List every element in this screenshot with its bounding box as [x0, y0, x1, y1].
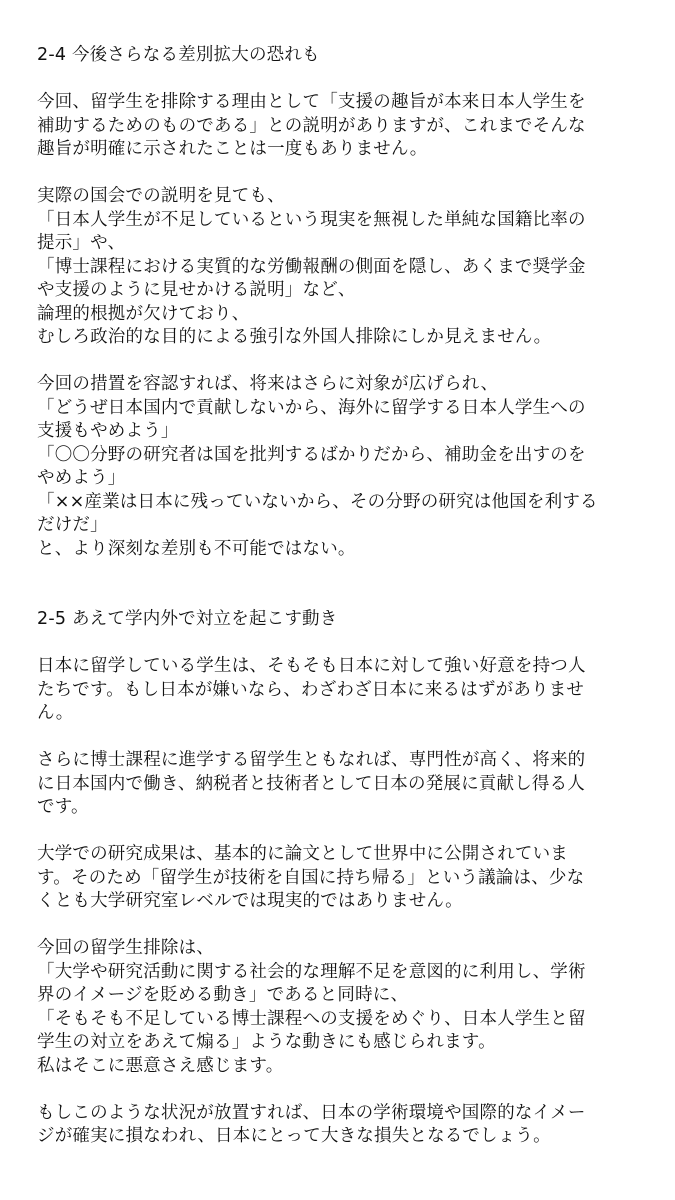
text-line: 「日本人学生が不足しているという現実を無視した単純な国籍比率の — [37, 209, 586, 230]
text-line: 今回、留学生を排除する理由として「支援の趣旨が本来日本人学生を — [37, 92, 586, 112]
text-line: 今回の措置を容認すれば、将来はさらに対象が広げられ、 — [37, 374, 499, 394]
paragraph — [37, 843, 657, 914]
text-line: 実際の国会での説明を見ても、 — [37, 186, 285, 206]
text-line: だけだ」 — [37, 515, 108, 535]
text-line: 補助するためのものである」との説明がありますが、これまでそんな — [37, 115, 586, 136]
text-line: 「そもそも不足している博士課程への支援をめぐり、日本人学生と留 — [37, 1008, 586, 1029]
text-line: と、より深刻な差別も不可能ではない。 — [37, 538, 356, 559]
text-line: ん。 — [37, 703, 74, 723]
paragraph — [37, 373, 657, 561]
text-line: 「博士課程における実質的な労働報酬の側面を隠し、あくまで奨学金 — [37, 256, 586, 277]
text-line: 論理的根拠が欠けており、 — [37, 303, 250, 324]
text-line: 「××産業は日本に残っていないから、その分野の研究は他国を利する — [37, 491, 598, 512]
paragraph — [37, 655, 657, 726]
text-line: 私はそこに悪意さえ感じます。 — [37, 1055, 284, 1076]
paragraph — [37, 1102, 657, 1149]
text-line: 提示」や、 — [37, 233, 126, 253]
text-line: です。 — [37, 797, 89, 817]
text-line: や支援のように見せかける説明」など、 — [37, 280, 356, 300]
text-line: むしろ政治的な目的による強引な外国人排除にしか見えません。 — [37, 327, 552, 347]
text-line: 界のイメージを貶める動き」であると同時に、 — [37, 985, 409, 1005]
text-line: さらに博士課程に進学する留学生ともなれば、専門性が高く、将来的 — [37, 750, 586, 770]
text-line: 「〇〇分野の研究者は国を批判するばかりだから、補助金を出すのを — [37, 444, 586, 465]
paragraph — [37, 185, 657, 350]
text-line: 日本に留学している学生は、そもそも日本に対して強い好意を持つ人 — [37, 656, 586, 676]
text-line: 大学での研究成果は、基本的に論文として世界中に公開されていま — [37, 844, 568, 864]
section-heading: 2-4 今後さらなる差別拡大の恐れも — [37, 45, 320, 65]
text-line: 「大学や研究活動に関する社会的な理解不足を意図的に利用し、学術 — [37, 961, 586, 982]
section-heading: 2-5 あえて学内外で対立を起こす動き — [37, 609, 338, 629]
section-2-5 — [37, 608, 657, 1149]
text-line: 「どうぜ日本国内で貢献しないから、海外に留学する日本人学生への — [37, 397, 586, 418]
text-line: 今回の留学生排除は、 — [37, 938, 214, 958]
text-line: す。そのため「留学生が技術を自国に持ち帰る」という議論は、少な — [37, 867, 585, 888]
text-line: やめよう」 — [37, 468, 126, 488]
text-line: もしこのような状況が放置すれば、日本の学術環境や国際的なイメー — [37, 1102, 586, 1123]
section-spacer — [37, 585, 657, 609]
paragraph — [37, 91, 657, 162]
text-line: 学生の対立をあえて煽る」ような動きにも感じられます。 — [37, 1032, 496, 1052]
text-line: に日本国内で働き、納税者と技術者として日本の発展に貢献し得る人 — [37, 773, 585, 794]
text-line: ジが確実に損なわれ、日本にとって大きな損失となるでしょう。 — [37, 1126, 551, 1146]
paragraph — [37, 749, 657, 820]
paragraph — [37, 937, 657, 1078]
text-line: たちです。もし日本が嫌いなら、わざわざ日本に来るはずがありませ — [37, 679, 585, 700]
document-body — [37, 44, 657, 1172]
text-line: 支援もやめよう」 — [37, 421, 179, 441]
text-line: 趣旨が明確に示されたことは一度もありません。 — [37, 139, 428, 159]
text-line: くとも大学研究室レベルでは現実的ではありません。 — [37, 891, 463, 911]
section-2-4 — [37, 44, 657, 561]
